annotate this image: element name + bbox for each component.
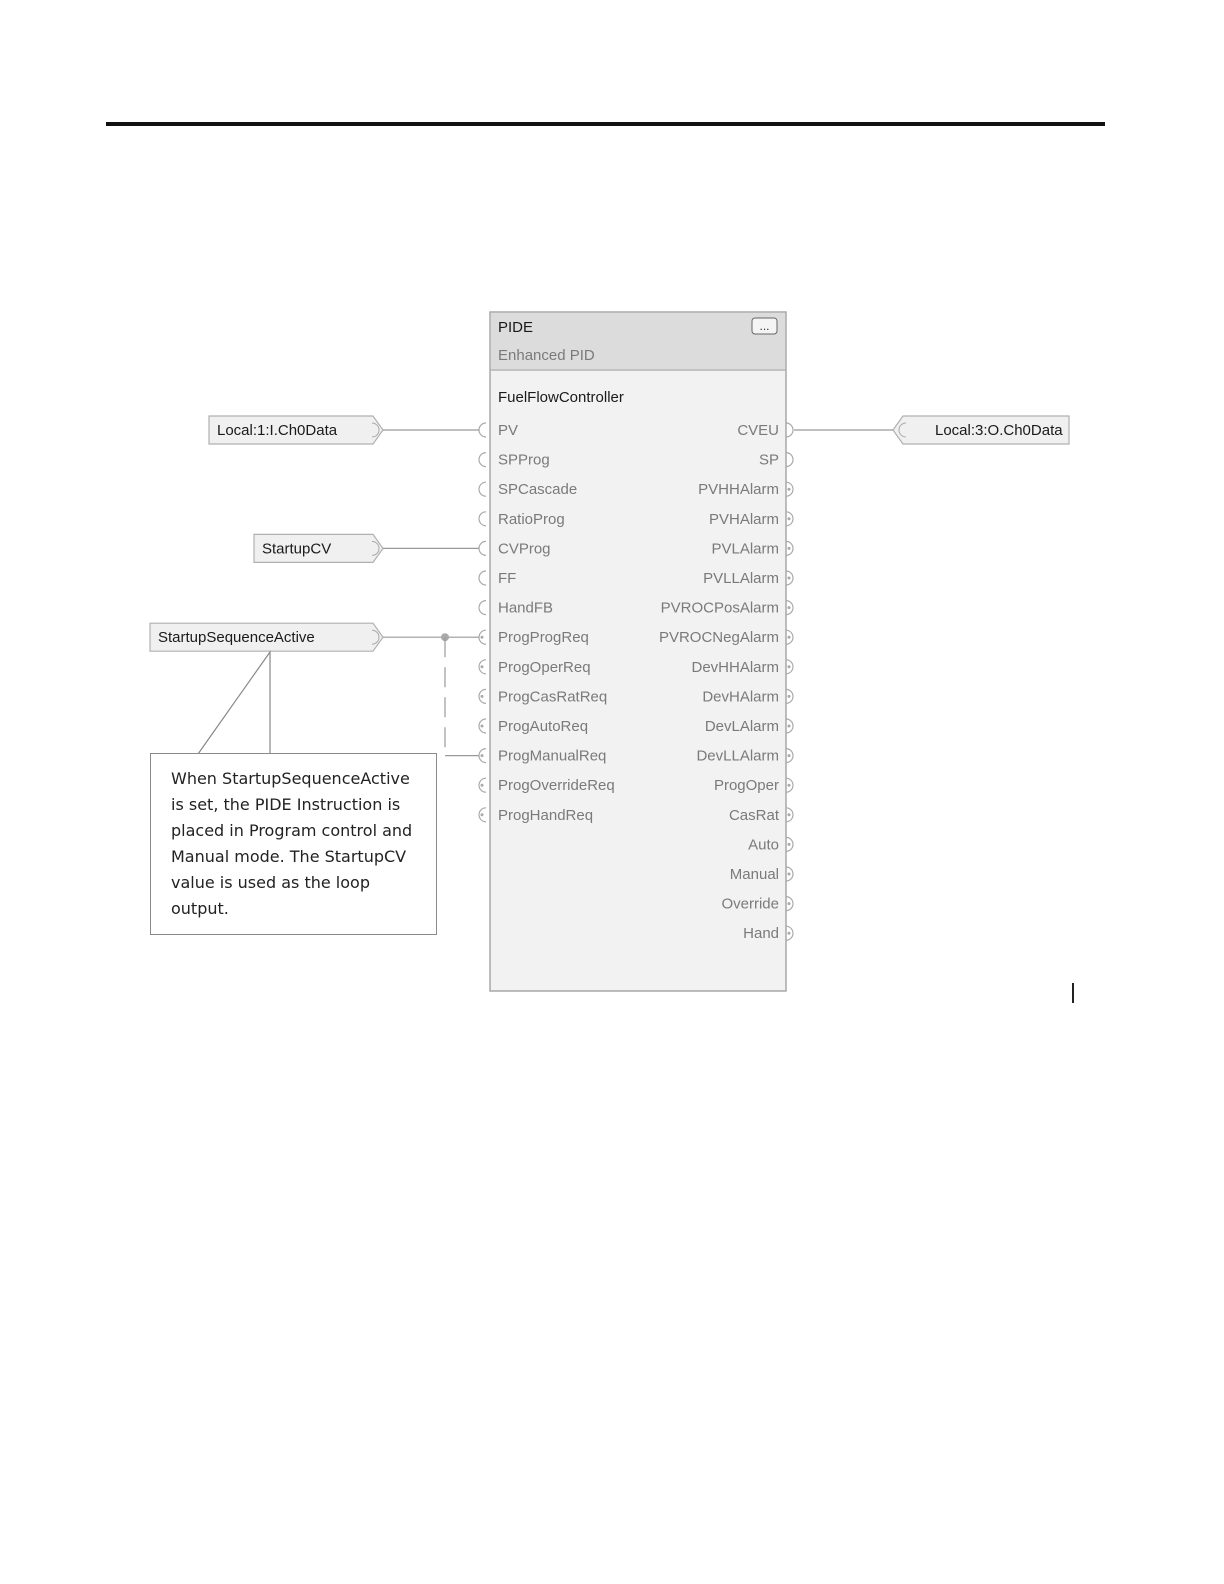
boolean-pin-dot — [788, 932, 791, 935]
input-pin-connector[interactable] — [479, 453, 486, 467]
output-pin-devlalarm: DevLAlarm — [704, 718, 779, 735]
output-pin-connector[interactable] — [786, 423, 793, 437]
boolean-pin-dot — [788, 873, 791, 876]
output-pin-casrat: CasRat — [728, 806, 779, 824]
input-pin-connector[interactable] — [479, 541, 486, 555]
boolean-pin-dot — [788, 754, 791, 757]
boolean-pin-dot — [481, 754, 484, 757]
output-pin-auto: Auto — [748, 836, 779, 854]
output-pin-progoper: ProgOper — [713, 777, 779, 795]
output-pin-manual: Manual — [729, 866, 779, 883]
note-line: placed in Program control and — [171, 821, 413, 840]
boolean-pin-dot — [788, 813, 791, 816]
boolean-pin-dot — [481, 813, 484, 816]
input-pin-connector[interactable] — [479, 512, 486, 526]
boolean-pin-dot — [788, 517, 791, 520]
output-pin-devllalarm: DevLLAlarm — [696, 747, 779, 765]
input-pin-cvprog: CVProg — [498, 540, 551, 558]
boolean-pin-dot — [481, 665, 484, 668]
block-menu-button-label: ... — [759, 319, 770, 333]
output-pin-pvrocnegalarm: PVROCNegAlarm — [658, 629, 779, 647]
input-pin-connector[interactable] — [479, 571, 486, 585]
input-pin-progoverridereq: ProgOverrideReq — [498, 777, 615, 795]
input-pin-progmanualreq: ProgManualReq — [498, 747, 607, 765]
boolean-pin-dot — [788, 636, 791, 639]
block-tag-name: FuelFlowController — [498, 389, 624, 406]
output-pin-pvlalarm: PVLAlarm — [711, 540, 779, 558]
note-line: output. — [171, 899, 229, 918]
output-pin-pvllalarm: PVLLAlarm — [703, 570, 779, 587]
boolean-pin-dot — [788, 695, 791, 698]
input-reference-label: Local:1:I.Ch0Data — [217, 422, 338, 439]
input-pin-progprogreq: ProgProgReq — [498, 629, 589, 647]
annotation-note — [150, 753, 437, 935]
input-pin-progautoreq: ProgAutoReq — [498, 718, 589, 735]
note-line: value is used as the loop — [171, 873, 370, 892]
output-pin-pvhhalarm: PVHHAlarm — [698, 481, 779, 499]
note-line: is set, the PIDE Instruction is — [171, 795, 401, 814]
output-pin-devhhalarm: DevHHAlarm — [691, 658, 779, 676]
boolean-pin-dot — [788, 577, 791, 580]
input-reference-label: StartupCV — [262, 540, 332, 558]
block-type: PIDE — [498, 319, 534, 336]
output-pin-pvrocposalarm: PVROCPosAlarm — [660, 599, 779, 617]
text-cursor — [1072, 983, 1074, 1003]
block-description: Enhanced PID — [498, 347, 595, 364]
input-pin-proghandreq: ProgHandReq — [498, 806, 594, 824]
input-pin-connector[interactable] — [479, 601, 486, 615]
input-pin-ff: FF — [498, 570, 517, 587]
note-line: When StartupSequenceActive — [171, 769, 410, 788]
callout-pointer — [198, 652, 270, 754]
boolean-pin-dot — [788, 843, 791, 846]
output-reference-label: Local:3:O.Ch0Data — [935, 422, 1063, 439]
input-pin-progcasratreq: ProgCasRatReq — [498, 688, 608, 706]
boolean-pin-dot — [788, 606, 791, 609]
boolean-pin-dot — [788, 547, 791, 550]
output-pin-devhalarm: DevHAlarm — [702, 688, 779, 706]
output-pin-sp: SP — [758, 451, 779, 469]
output-pin-override: Override — [721, 895, 779, 913]
input-pin-handfb: HandFB — [498, 599, 554, 617]
boolean-pin-dot — [788, 725, 791, 728]
boolean-pin-dot — [481, 695, 484, 698]
boolean-pin-dot — [788, 665, 791, 668]
output-pin-pvhalarm: PVHAlarm — [708, 510, 779, 528]
boolean-pin-dot — [481, 636, 484, 639]
pide-block — [490, 312, 786, 991]
input-pin-ratioprog: RatioProg — [498, 510, 565, 528]
boolean-pin-dot — [481, 725, 484, 728]
output-pin-cveu: CVEU — [737, 422, 779, 439]
output-pin-hand: Hand — [743, 925, 779, 943]
input-pin-connector[interactable] — [479, 423, 486, 437]
input-pin-connector[interactable] — [479, 482, 486, 496]
boolean-pin-dot — [481, 784, 484, 787]
boolean-pin-dot — [788, 902, 791, 905]
input-reference-label: StartupSequenceActive — [158, 629, 315, 647]
input-pin-progoperreq: ProgOperReq — [498, 658, 591, 676]
input-pin-spprog: SPProg — [498, 451, 550, 469]
input-pin-spcascade: SPCascade — [498, 481, 578, 499]
output-pin-connector[interactable] — [786, 453, 793, 467]
boolean-pin-dot — [788, 784, 791, 787]
input-pin-pv: PV — [498, 422, 519, 439]
note-line: Manual mode. The StartupCV — [171, 847, 407, 866]
boolean-pin-dot — [788, 488, 791, 491]
